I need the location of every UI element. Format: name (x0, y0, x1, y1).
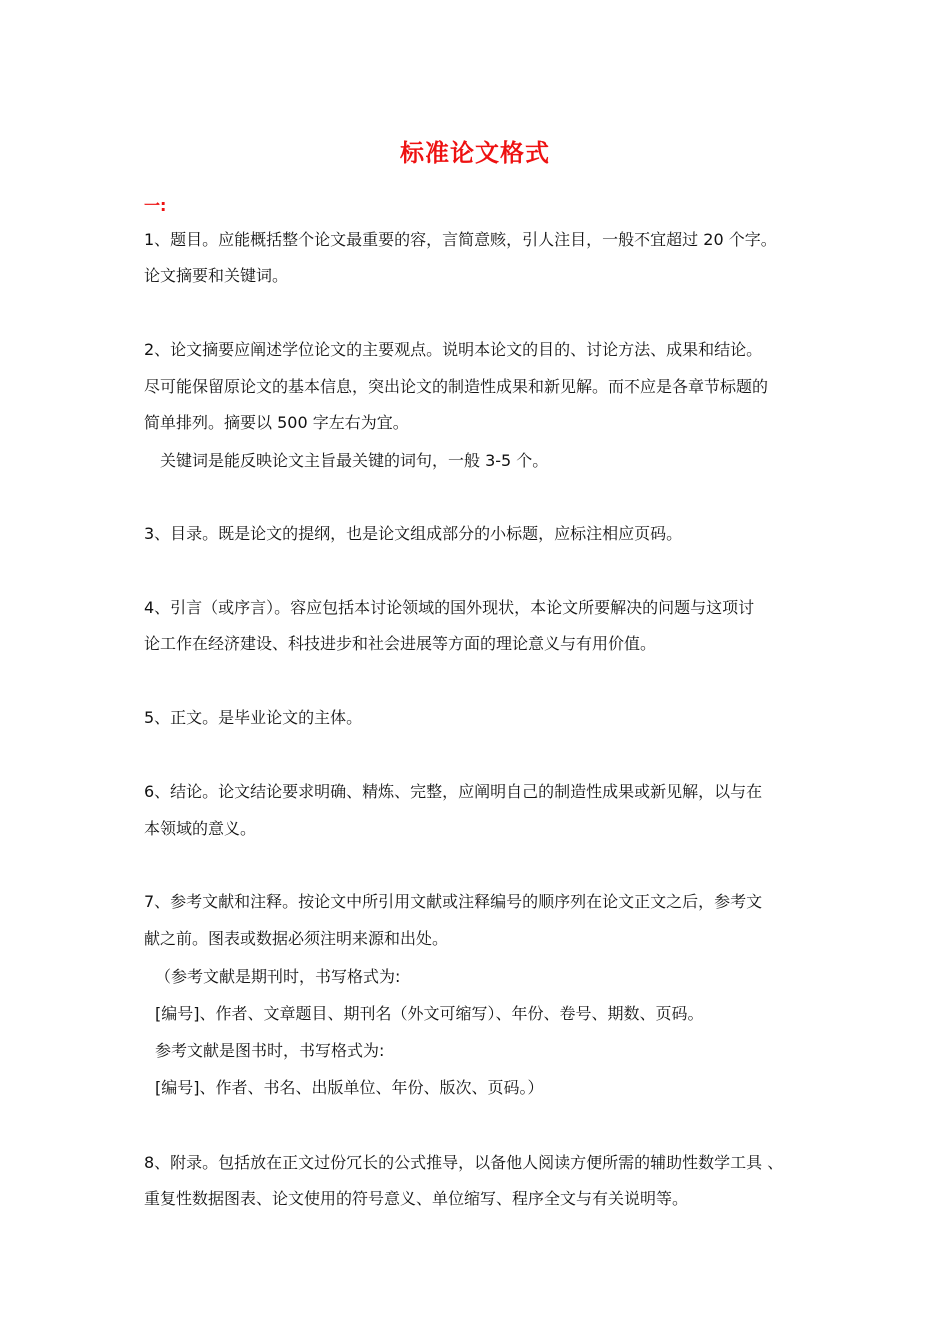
item-7-line-4: [编号]、作者、文章题目、期刊名（外文可缩写）、年份、卷号、期数、页码。 (155, 1004, 704, 1023)
item-2-line-3: 简单排列。摘要以 500 字左右为宜。 (144, 413, 409, 432)
document-title: 标准论文格式 (400, 139, 550, 167)
item-8-line-2: 重复性数据图表、论文使用的符号意义、单位缩写、程序全文与有关说明等。 (144, 1189, 689, 1208)
item-4-line-2: 论工作在经济建设、科技进步和社会进展等方面的理论意义与有用价值。 (144, 634, 657, 653)
item-7-line-5: 参考文献是图书时，书写格式为: (155, 1041, 385, 1060)
item-7-line-2: 献之前。图表或数据必须注明来源和出处。 (144, 929, 449, 948)
item-2-line-4: 关键词是能反映论文主旨最关键的词句，一般 3-5 个。 (160, 451, 549, 470)
item-1-line-1: 1、题目。应能概括整个论文最重要的容，言简意赅，引人注目，一般不宜超过 20 个字。 (144, 230, 777, 249)
item-3-line-1: 3、目录。既是论文的提纲，也是论文组成部分的小标题，应标注相应页码。 (144, 524, 683, 543)
item-8-line-1: 8、附录。包括放在正文过份冗长的公式推导，以备他人阅读方便所需的辅助性数学工具 、 (144, 1153, 784, 1172)
item-7-line-3: （参考文献是期刊时，书写格式为: (155, 967, 401, 986)
item-2-line-1: 2、论文摘要应阐述学位论文的主要观点。说明本论文的目的、讨论方法、成果和结论。 (144, 340, 763, 359)
item-6-line-1: 6、结论。论文结论要求明确、精炼、完整，应阐明自己的制造性成果或新见解，以与在 (144, 782, 763, 801)
item-5-line-1: 5、正文。是毕业论文的主体。 (144, 708, 363, 727)
item-2-line-2: 尽可能保留原论文的基本信息，突出论文的制造性成果和新见解。而不应是各章节标题的 (144, 377, 769, 396)
item-6-line-2: 本领域的意义。 (144, 819, 257, 838)
item-7-line-6: [编号]、作者、书名、出版单位、年份、版次、页码。） (155, 1078, 544, 1097)
item-1-line-2: 论文摘要和关键词。 (144, 266, 289, 285)
section-label: 一: (144, 196, 167, 215)
item-7-line-1: 7、参考文献和注释。按论文中所引用文献或注释编号的顺序列在论文正文之后，参考文 (144, 892, 763, 911)
item-4-line-1: 4、引言（或序言）。容应包括本讨论领域的国外现状，本论文所要解决的问题与这项讨 (144, 598, 755, 617)
